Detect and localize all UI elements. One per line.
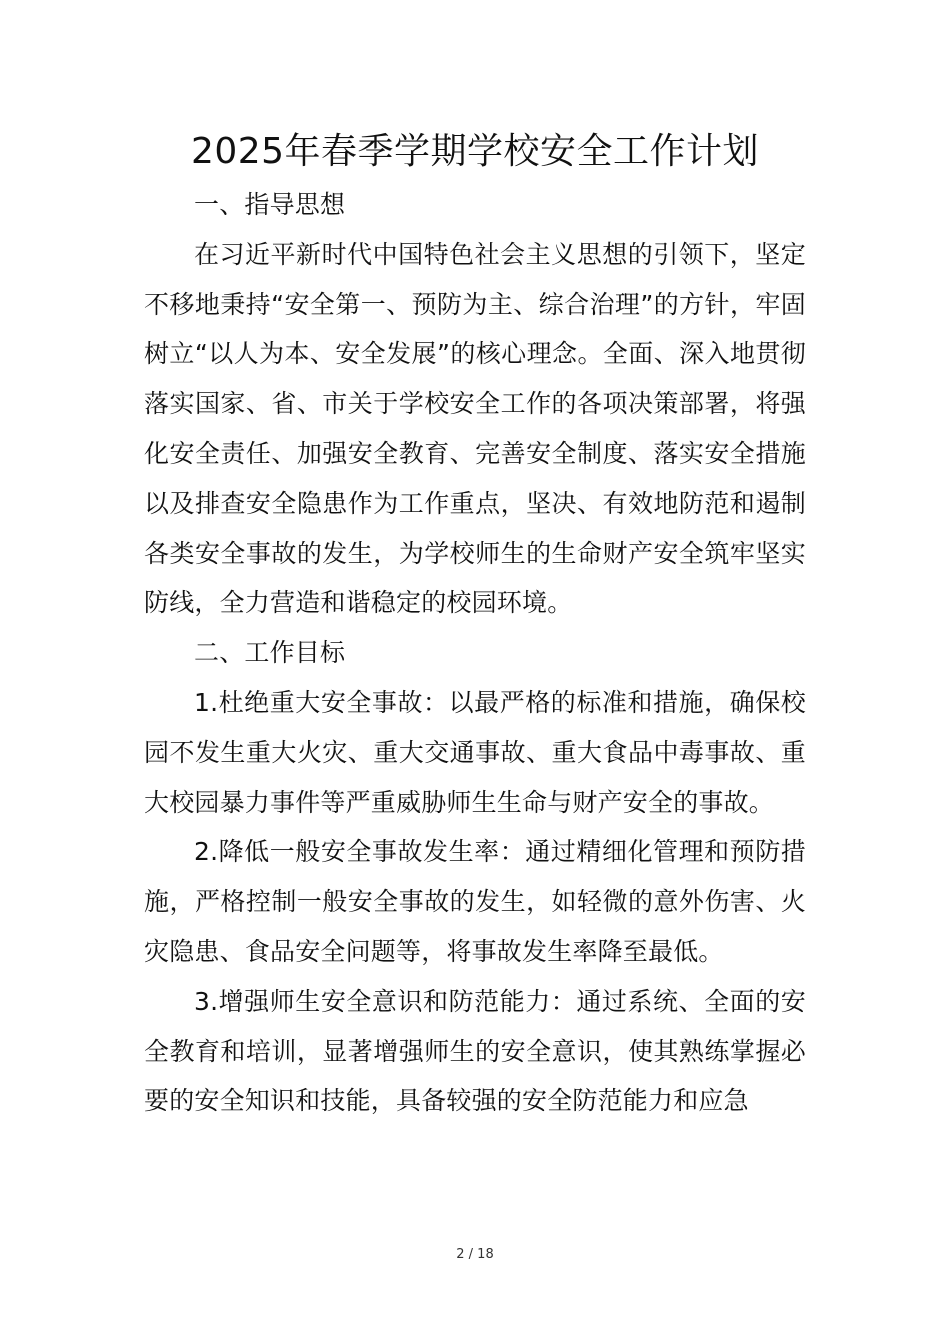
section-heading-guiding-ideology: 一、指导思想 [194,190,346,219]
page-number: 2 / 18 [456,1247,494,1262]
paragraph-goal-1: 1.杜绝重大安全事故：以最严格的标准和措施，确保校园不发生重大火灾、重大交通事故、重大食品中毒事故、重大校园暴力事件等严重威胁师生生命与财产安全的事故。 [144,687,806,817]
paragraph-goal-2: 2.降低一般安全事故发生率：通过精细化管理和预防措施，严格控制一般安全事故的发生，如轻微的意外伤害、火灾隐患、食品安全问题等，将事故发生率降至最低。 [144,837,806,966]
section-heading-work-goals: 二、工作目标 [194,638,346,668]
document-title: 2025年春季学期学校安全工作计划 [190,131,760,172]
document-body [144,180,806,1126]
paragraph-goal-3: 3.增强师生安全意识和防范能力：通过系统、全面的安全教育和培训，显著增强师生的安全意识，使其熟练掌握必要的安全知识和技能，具备较强的安全防范能力和应急 [144,986,806,1116]
paragraph-guiding-ideology: 在习近平新时代中国特色社会主义思想的引领下，坚定不移地秉持“安全第一、预防为主、综合治理”的方针，牢固树立“以人为本、安全发展”的核心理念。全面、深入地贯彻落实国家、省、市关于学校安全工作的各项决策部署，将强化安全责任、加强安全教育、完善安全制度、落实安全措施以及排查安全隐患作为工作重点，坚决、有效地防范和遏制各类安全事故的发生，为学校师生的生命财产安全筑牢坚实防线，全力营造和谐稳定的校园环境。 [144,239,806,618]
